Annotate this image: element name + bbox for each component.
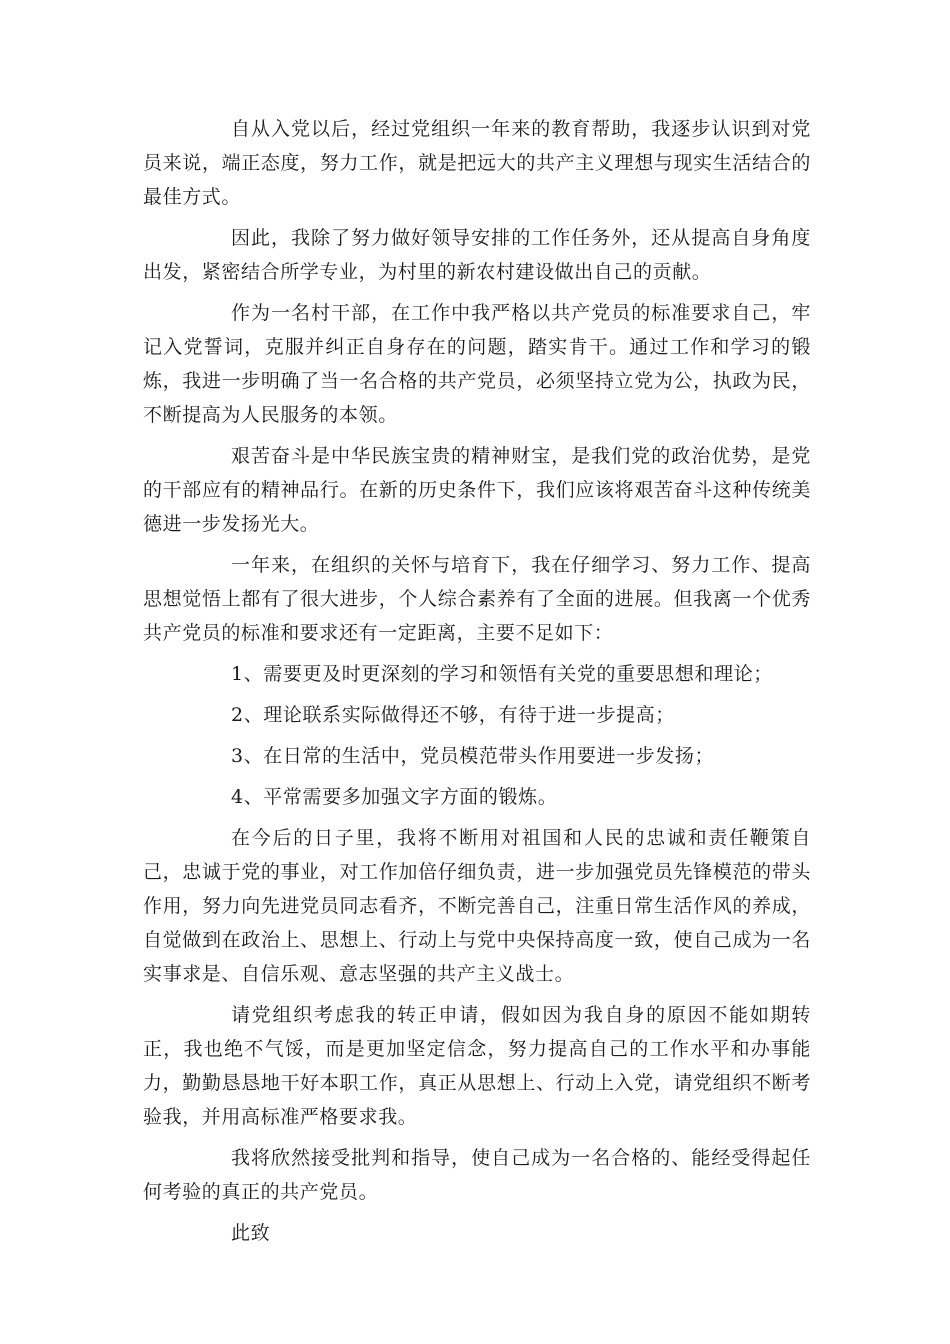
list-item-3: 3、在日常的生活中，党员模范带头作用要进一步发扬； [231, 745, 715, 767]
list-item-1: 1、需要更及时更深刻的学习和领悟有关党的重要思想和理论； [231, 663, 773, 685]
list-item-2: 2、理论联系实际做得还不够，有待于进一步提高； [231, 704, 675, 726]
document-body [143, 112, 811, 1257]
paragraph-4: 艰苦奋斗是中华民族宝贵的精神财宝，是我们党的政治优势，是党的干部应有的精神品行。在新的历史条件下，我们应该将艰苦奋斗这种传统美德进一步发扬光大。 [143, 445, 811, 535]
paragraph-6: 在今后的日子里，我将不断用对祖国和人民的忠诚和责任鞭策自己，忠诚于党的事业，对工作加倍仔细负责，进一步加强党员先锋模范的带头作用，努力向先进党员同志看齐，不断完善自己，注重日常生活作风的养成，自觉做到在政治上、思想上、行动上与党中央保持高度一致，使自己成为一名实事求是、自信乐观、意志坚强的共产主义战士。 [143, 827, 811, 985]
paragraph-8: 我将欣然接受批判和指导，使自己成为一名合格的、能经受得起任何考验的真正的共产党员。 [143, 1147, 811, 1203]
paragraph-2: 因此，我除了努力做好领导安排的工作任务外，还从提高自身角度出发，紧密结合所学专业，为村里的新农村建设做出自己的贡献。 [143, 227, 811, 283]
closing-salutation: 此致 [231, 1222, 271, 1244]
paragraph-3: 作为一名村干部，在工作中我严格以共产党员的标准要求自己，牢记入党誓词，克服并纠正自身存在的问题，踏实肯干。通过工作和学习的锻炼，我进一步明确了当一名合格的共产党员，必须坚持立党为公，执政为民，不断提高为人民服务的本领。 [143, 302, 811, 426]
paragraph-7: 请党组织考虑我的转正申请，假如因为我自身的原因不能如期转正，我也绝不气馁，而是更加坚定信念，努力提高自己的工作水平和办事能力，勤勤恳恳地干好本职工作，真正从思想上、行动上入党，请党组织不断考验我，并用高标准严格要求我。 [143, 1004, 811, 1128]
paragraph-5: 一年来，在组织的关怀与培育下，我在仔细学习、努力工作、提高思想觉悟上都有了很大进步，个人综合素养有了全面的进展。但我离一个优秀共产党员的标准和要求还有一定距离，主要不足如下： [143, 554, 811, 644]
list-item-4: 4、平常需要多加强文字方面的锻炼。 [231, 786, 558, 808]
paragraph-1: 自从入党以后，经过党组织一年来的教育帮助，我逐步认识到对党员来说，端正态度，努力工作，就是把远大的共产主义理想与现实生活结合的最佳方式。 [143, 118, 811, 208]
